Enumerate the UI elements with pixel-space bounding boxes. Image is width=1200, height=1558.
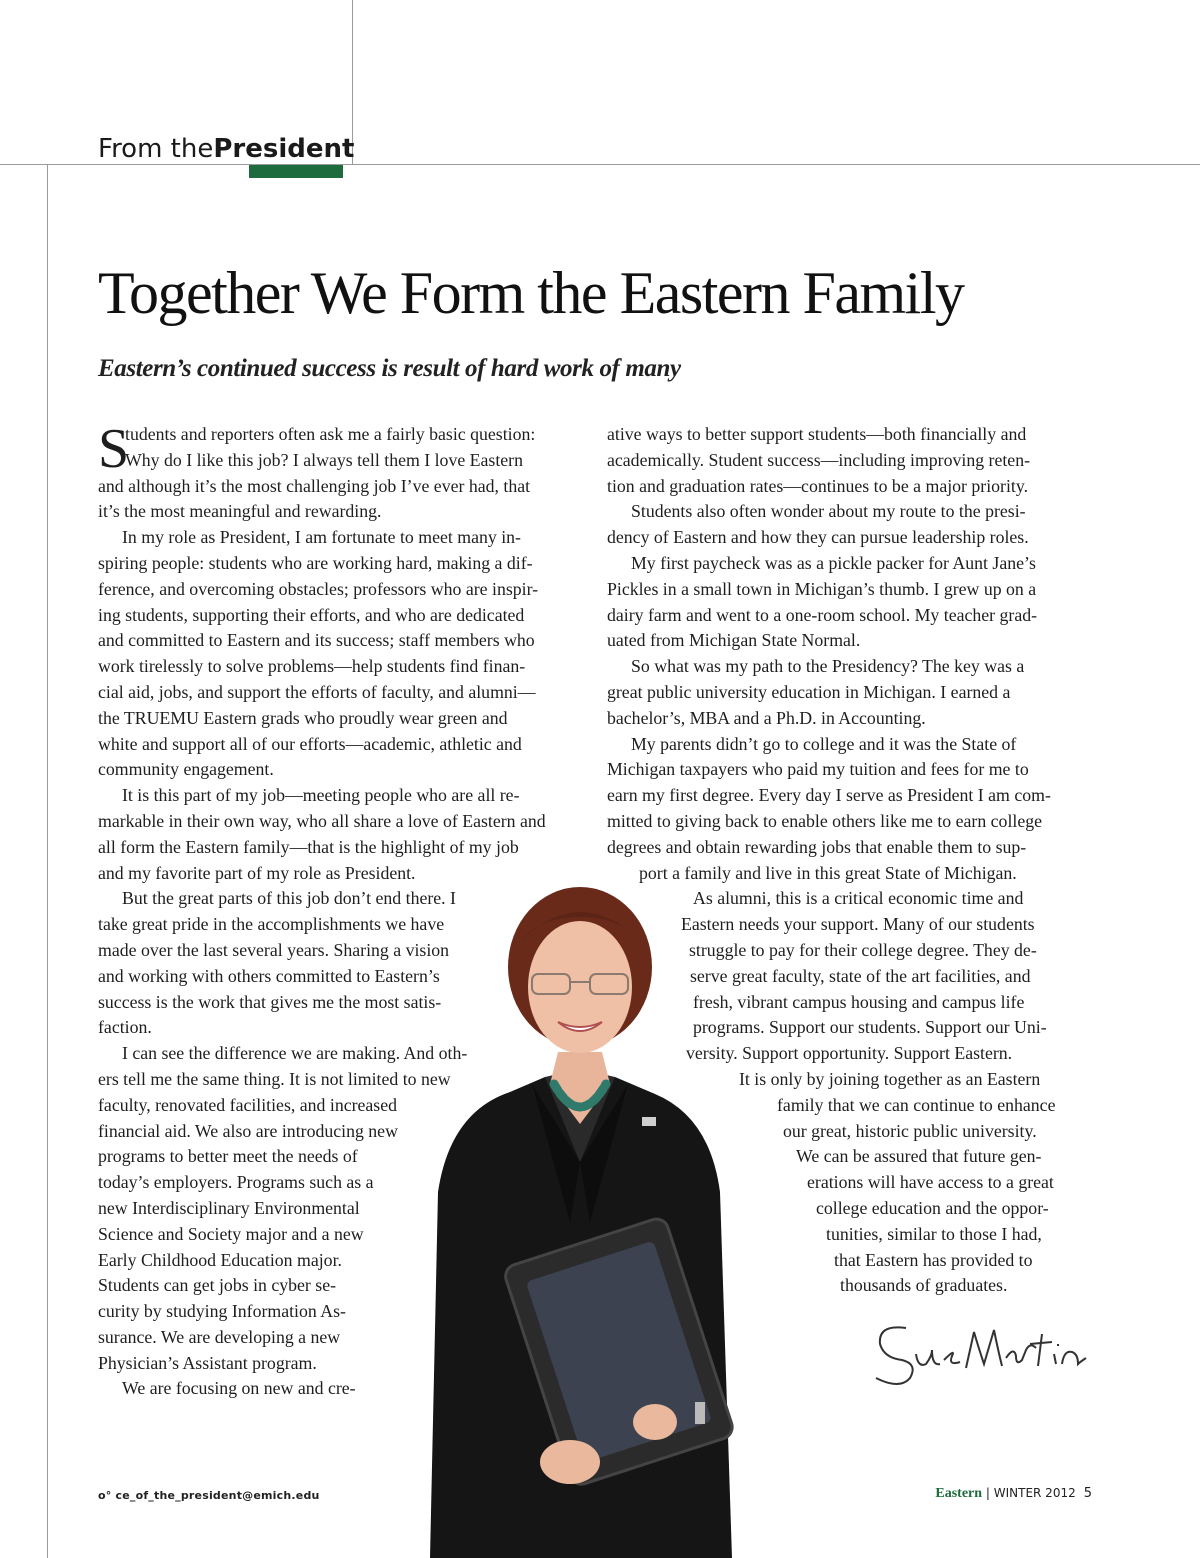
body-line: struggle to pay for their college degree. They de- [689,939,1037,960]
body-line: ers tell me the same thing. It is not limited to new [98,1068,451,1089]
president-portrait [420,862,740,1558]
body-line: Eastern needs your support. Many of our students [681,914,1035,935]
body-line: and committed to Eastern and its success; staff members who [98,630,535,651]
body-line: Physician’s Assistant program. [98,1352,317,1373]
body-line: college education and the oppor- [816,1197,1049,1218]
body-line: academically. Student success—including improving reten- [607,449,1031,470]
body-line: Early Childhood Education major. [98,1249,342,1270]
body-line: ative ways to better support students—both financially and [607,424,1027,444]
body-line: ing students, supporting their efforts, and who are dedicated [98,604,525,625]
body-line: white and support all of our efforts—academic, athletic and [98,733,522,754]
body-line: that Eastern has provided to [834,1249,1033,1270]
footer-issue: | WINTER 2012 [982,1486,1076,1500]
body-line: ference, and overcoming obstacles; professors who are inspir- [98,578,539,599]
body-line: curity by studying Information As- [98,1301,346,1322]
body-line: our great, historic public university. [783,1120,1037,1141]
body-line: markable in their own way, who all share a love of Eastern and [98,810,546,831]
body-line: My first paycheck was as a pickle packer for Aunt Jane’s [631,552,1036,573]
body-line: It is only by joining together as an Eastern [739,1068,1041,1089]
body-line: the TRUEMU Eastern grads who proudly wear green and [98,707,508,728]
body-line: today’s employers. Programs such as a [98,1172,374,1193]
body-line: fresh, vibrant campus housing and campus life [693,991,1025,1012]
signature [866,1306,1091,1396]
body-line: Science and Society major and a new [98,1223,364,1244]
body-line: uated from Michigan State Normal. [607,630,861,651]
body-line: all form the Eastern family—that is the highlight of my job [98,836,519,857]
footer-brand: Eastern [935,1486,983,1501]
body-line: My parents didn’t go to college and it was the State of [631,733,1017,754]
body-line: and although it’s the most challenging job I’ve ever had, that [98,475,531,496]
body-line: earn my first degree. Every day I serve as President I am com- [607,785,1051,806]
footer-email: o° ce_of_the_president@emich.edu [98,1489,320,1502]
body-line: versity. Support opportunity. Support Eastern. [686,1043,1013,1064]
body-line: I can see the difference we are making. And oth- [122,1043,468,1064]
body-line: degrees and obtain rewarding jobs that enable them to sup- [607,836,1027,857]
body-line: dairy farm and went to a one-room school. My teacher grad- [607,604,1038,625]
section-label-prefix: From the [98,134,214,164]
body-line: programs to better meet the needs of [98,1146,358,1167]
body-line: spiring people: students who are working hard, making a dif- [98,552,533,573]
body-line: We are focusing on new and cre- [122,1378,356,1399]
body-line: faculty, renovated facilities, and increased [98,1094,398,1115]
body-line: Students also often wonder about my route to the presi- [631,501,1026,522]
body-line: work tirelessly to solve problems—help students find finan- [98,656,526,677]
section-accent-bar [249,165,343,178]
body-line: and working with others committed to Eastern’s [98,965,440,986]
body-line: So what was my path to the Presidency? The key was a [631,656,1025,677]
left-vertical-rule [47,165,48,1558]
body-line: Pickles in a small town in Michigan’s thumb. I grew up on a [607,578,1037,599]
body-line: community engagement. [98,759,274,780]
body-line: Why do I like this job? I always tell them I love Eastern [125,449,523,470]
body-line: erations will have access to a great [807,1172,1054,1193]
body-line: Students can get jobs in cyber se- [98,1275,337,1296]
body-line: great public university education in Michigan. I earned a [607,681,1011,702]
body-line: financial aid. We also are introducing new [98,1120,398,1141]
body-line: serve great faculty, state of the art facilities, and [690,965,1031,986]
body-line: take great pride in the accomplishments we have [98,914,445,935]
body-line: port a family and live in this great State of Michigan. [639,862,1017,883]
page-number: 5 [1083,1486,1092,1501]
body-line: surance. We are developing a new [98,1326,341,1347]
body-line: success is the work that gives me the most satis- [98,991,442,1012]
body-line: it’s the most meaningful and rewarding. [98,501,382,522]
body-line: In my role as President, I am fortunate to meet many in- [122,527,521,548]
body-line: bachelor’s, MBA and a Ph.D. in Accounting. [607,707,926,728]
body-line: family that we can continue to enhance [777,1094,1056,1115]
body-line: and my favorite part of my role as President. [98,862,416,883]
article-deck: Eastern’s continued success is result of hard work of many [98,355,681,382]
body-line: cial aid, jobs, and support the efforts of faculty, and alumni— [98,681,536,702]
article-headline: Together We Form the Eastern Family [98,260,964,326]
footer-folio [935,1486,1092,1502]
body-line: But the great parts of this job don’t end there. I [122,888,456,909]
body-line: As alumni, this is a critical economic time and [693,888,1024,909]
body-line: tudents and reporters often ask me a fairly basic question: [125,424,536,444]
body-line: made over the last several years. Sharing a vision [98,939,450,960]
dropcap-paragraph [98,418,588,480]
body-line: new Interdisciplinary Environmental [98,1197,360,1218]
body-line: It is this part of my job—meeting people who are all re- [122,785,520,806]
body-line: dency of Eastern and how they can pursue leadership roles. [607,527,1029,548]
section-label-bold: President [213,134,355,164]
body-line: tunities, similar to those I had, [826,1223,1042,1244]
drop-cap: S [98,418,130,480]
body-line: Michigan taxpayers who paid my tuition and fees for me to [607,759,1029,780]
body-line: faction. [98,1017,152,1038]
body-line: We can be assured that future gen- [796,1146,1042,1167]
section-label [98,133,354,165]
body-line: thousands of graduates. [840,1275,1008,1296]
body-line: tion and graduation rates—continues to be a major priority. [607,475,1029,496]
body-line: mitted to giving back to enable others like me to earn college [607,810,1043,831]
body-line: programs. Support our students. Support our Uni- [693,1017,1047,1038]
